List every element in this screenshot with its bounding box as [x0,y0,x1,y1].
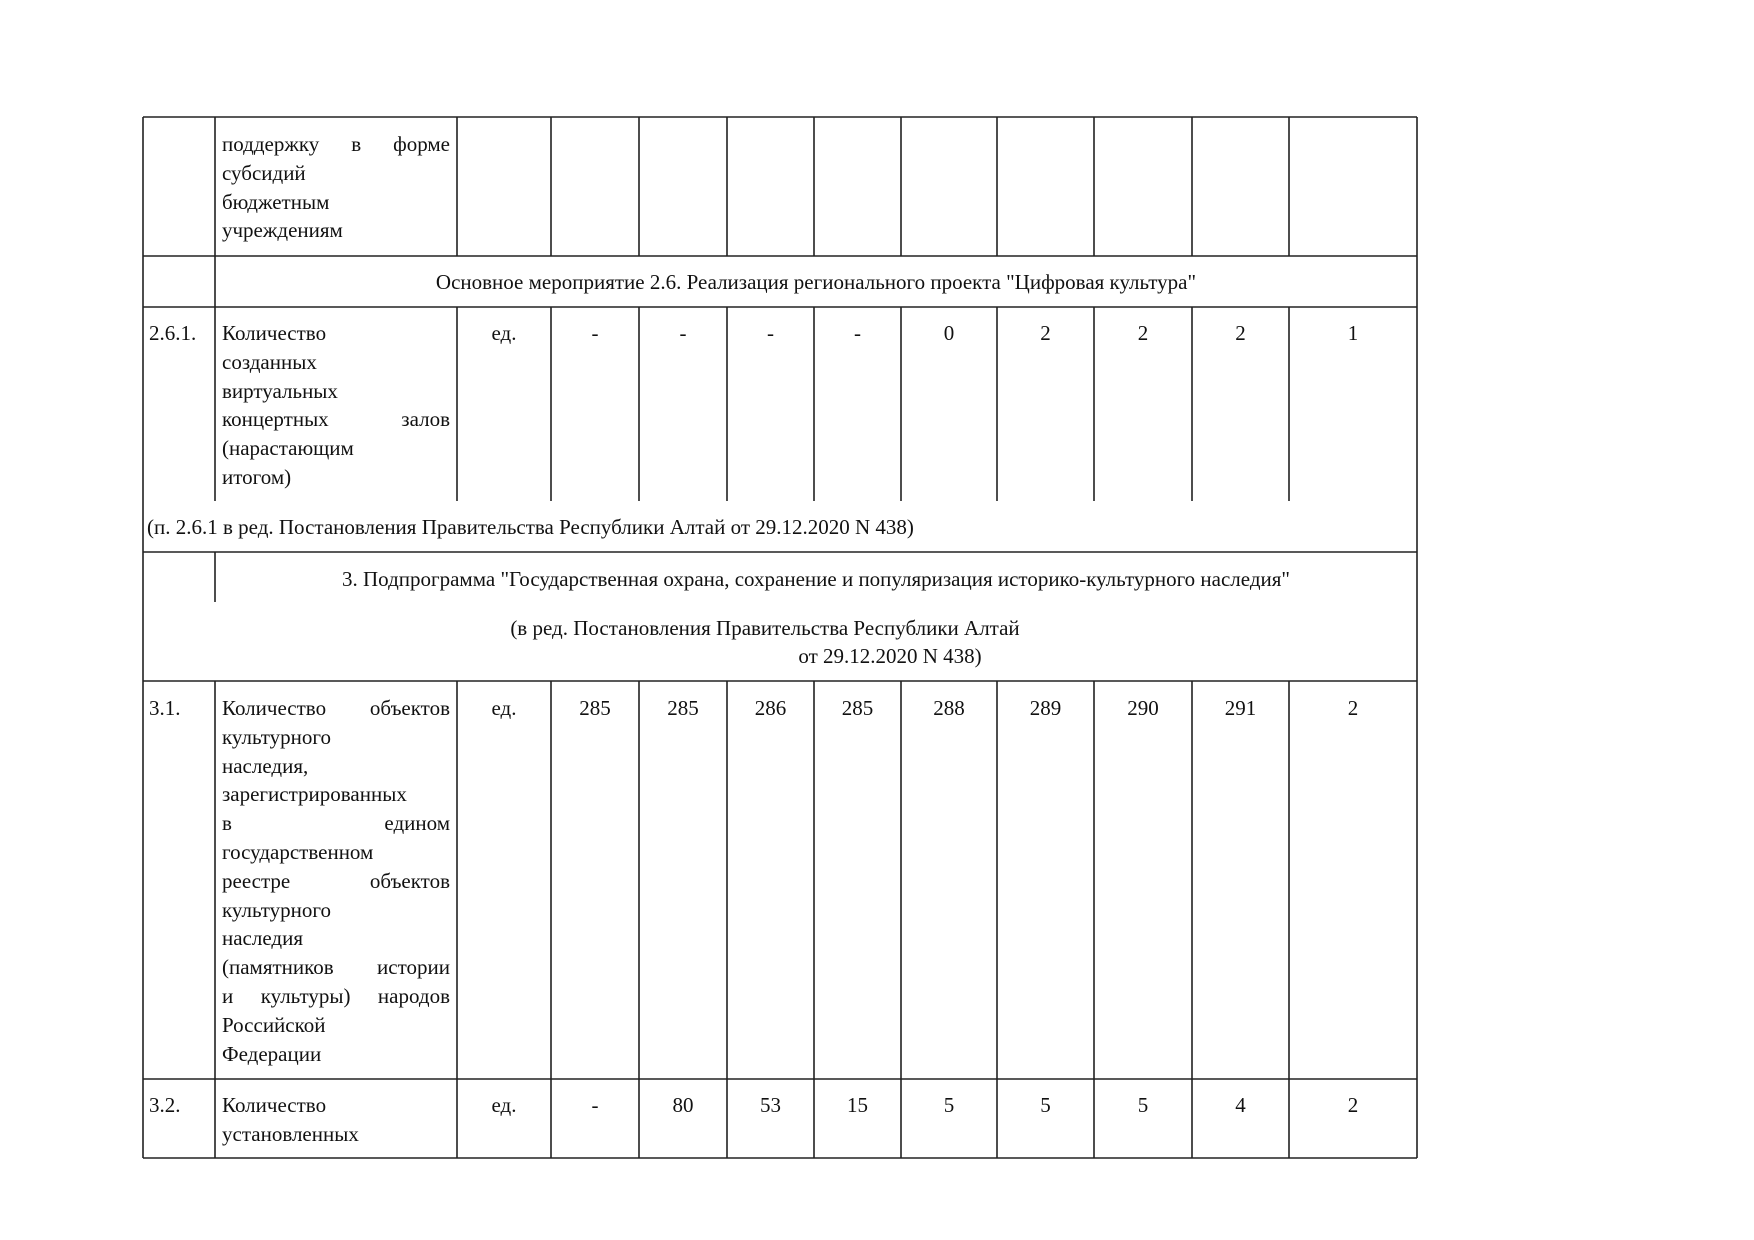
indicator-name-line: (памятников истории [222,955,450,980]
value-cell: 5 [1137,1093,1149,1117]
indicator-name-line: и культуры) народов [222,983,450,1008]
unit-cell: ед. [491,696,517,720]
value-cell: 5 [1040,1093,1051,1117]
row-number: 2.6.1. [149,321,197,345]
subprogram-note: (в ред. Постановления Правительства Республики Алтай [510,616,1020,640]
indicator-name-line: зарегистрированных [222,782,407,807]
value-cell: 5 [943,1093,955,1117]
indicator-name-line: Количество [222,1093,327,1117]
amendment-note: (п. 2.6.1 в ред. Постановления Правительства Республики Алтай от 29.12.2020 N 438) [147,515,914,539]
indicator-name-line: (нарастающим [222,436,354,461]
value-cell: - [679,321,687,345]
value-cell: 285 [579,696,611,720]
indicator-name-line: Российской [222,1012,326,1037]
section-heading: Основное мероприятие 2.6. Реализация регионального проекта "Цифровая культура" [435,270,1197,294]
value-cell: - [767,321,774,345]
value-cell: 53 [760,1093,781,1117]
indicator-name-line: в едином [222,811,450,836]
indicator-name-line: реестре объектов [222,868,450,893]
subprogram-note: от 29.12.2020 N 438) [798,644,982,668]
value-cell: 0 [943,321,955,345]
value-cell: 288 [933,696,965,720]
row-number: 3.1. [149,696,181,720]
value-cell: 290 [1127,696,1159,720]
indicator-name [222,319,450,492]
indicator-name-line: концертных залов [222,407,450,432]
indicator-name-line: наследия, [222,753,309,778]
row-number: 3.2. [149,1093,181,1117]
value-cell: 2 [1347,1093,1359,1117]
unit-cell: ед. [491,321,517,345]
indicator-name [222,694,450,1068]
unit-cell: ед. [491,1093,517,1117]
value-cell: - [591,321,599,345]
value-cell: 286 [754,696,787,720]
value-cell: 291 [1224,696,1257,720]
indicator-name-line: Федерации [222,1041,322,1066]
value-cell: 289 [1029,696,1062,720]
indicator-name-line: государственном [222,839,374,864]
indicator-name [222,130,450,245]
value-cell: 285 [667,696,699,720]
value-cell: - [591,1093,599,1117]
indicator-name-line: культурного [222,724,331,749]
value-cell: - [854,321,861,345]
value-cell: 15 [847,1093,868,1117]
value-cell: 1 [1347,321,1359,345]
indicator-name-line: учреждениям [222,218,343,243]
value-cell: 2 [1235,321,1246,345]
value-cell: 80 [672,1093,694,1117]
value-cell: 285 [841,696,874,720]
indicator-name-line: созданных [222,349,317,374]
value-cell: 2 [1040,321,1051,345]
indicator-name-line: Количество [222,321,327,345]
indicator-name-line: наследия [222,926,303,951]
indicator-name-line: установленных [222,1121,359,1146]
indicator-name-line: культурного [222,897,331,922]
value-cell: 2 [1137,321,1149,345]
subprogram-heading: 3. Подпрограмма "Государственная охрана, сохранение и популяризация историко-культурного наследия" [342,567,1290,591]
indicator-name-line: поддержку в форме [222,132,450,156]
indicator-name-line: бюджетным [222,189,330,214]
indicator-name-line: Количество объектов [222,696,450,720]
indicator-name [222,1091,450,1149]
indicator-name-line: субсидий [222,160,306,185]
indicator-name-line: виртуальных [222,378,338,403]
value-cell: 4 [1235,1093,1246,1117]
indicator-name-line: итогом) [222,464,292,489]
value-cell: 2 [1347,696,1359,720]
